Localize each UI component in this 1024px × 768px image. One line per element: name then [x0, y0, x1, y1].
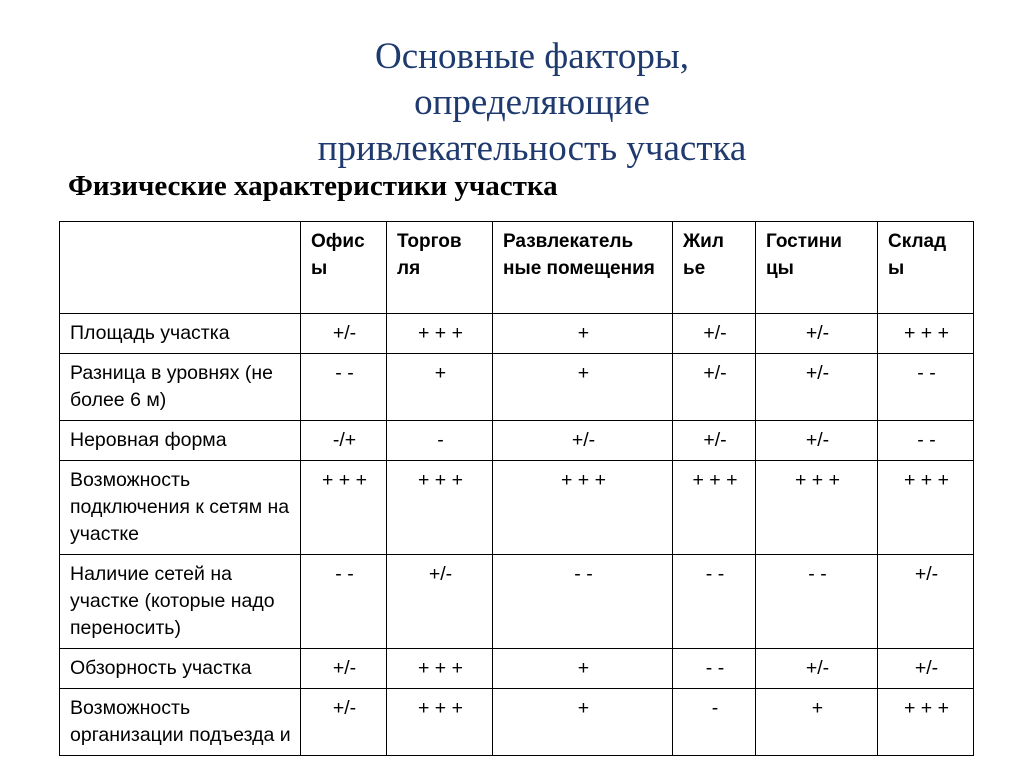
table-cell: + + +	[878, 689, 974, 756]
table-cell: +/-	[301, 649, 387, 689]
table-cell: +/-	[493, 421, 673, 461]
row-label: Площадь участка	[60, 314, 301, 354]
table-cell: - -	[673, 555, 756, 649]
table-cell: + + +	[493, 461, 673, 555]
slide-title	[0, 34, 1024, 172]
table-row	[60, 461, 974, 555]
table-cell: +	[493, 649, 673, 689]
row-label: Наличие сетей на участке (которые надо переносить)	[60, 555, 301, 649]
table-row	[60, 555, 974, 649]
title-line-1: Основные факторы,	[375, 36, 689, 77]
table-cell: + + +	[387, 649, 493, 689]
column-header-hotels: Гостини цы	[756, 222, 878, 314]
column-header-warehouses: Склад ы	[878, 222, 974, 314]
table-cell: -/+	[301, 421, 387, 461]
table-cell: + + +	[673, 461, 756, 555]
table-cell: +/-	[756, 421, 878, 461]
table-cell: + + +	[756, 461, 878, 555]
table-cell: +/-	[301, 689, 387, 756]
table-cell: +/-	[387, 555, 493, 649]
table-cell: +	[493, 354, 673, 421]
table-cell: -	[673, 689, 756, 756]
table-cell: - -	[301, 354, 387, 421]
table-row	[60, 689, 974, 756]
table-row	[60, 649, 974, 689]
table-cell: +/-	[756, 314, 878, 354]
table-cell: - -	[673, 649, 756, 689]
column-header-offices: Офис ы	[301, 222, 387, 314]
table-cell: + + +	[387, 314, 493, 354]
table-cell: +	[756, 689, 878, 756]
title-line-3: привлекательность участка	[317, 128, 747, 169]
table-cell: +/-	[756, 649, 878, 689]
row-label: Возможность организации подъезда и	[60, 689, 301, 756]
table-cell: - -	[878, 354, 974, 421]
row-label: Разница в уровнях (не более 6 м)	[60, 354, 301, 421]
table-cell: - -	[756, 555, 878, 649]
table-cell: + + +	[387, 689, 493, 756]
table-cell: + + +	[301, 461, 387, 555]
row-label: Обзорность участка	[60, 649, 301, 689]
table-cell: +	[493, 689, 673, 756]
column-header-housing: Жил ье	[673, 222, 756, 314]
title-line-2: определяющие	[414, 82, 650, 123]
table-cell: - -	[878, 421, 974, 461]
table-row	[60, 314, 974, 354]
table-cell: -	[387, 421, 493, 461]
table-cell: +/-	[756, 354, 878, 421]
table-cell: - -	[493, 555, 673, 649]
table-cell: + + +	[387, 461, 493, 555]
table-cell: +/-	[673, 421, 756, 461]
row-label: Неровная форма	[60, 421, 301, 461]
table-cell: +/-	[673, 354, 756, 421]
table-cell: - -	[301, 555, 387, 649]
factors-table	[59, 221, 974, 756]
table-row	[60, 354, 974, 421]
table-cell: +	[493, 314, 673, 354]
table-cell: +/-	[301, 314, 387, 354]
table-cell: +/-	[673, 314, 756, 354]
header-corner-cell	[60, 222, 301, 314]
table-cell: + + +	[878, 461, 974, 555]
section-subtitle: Физические характеристики участка	[68, 170, 558, 202]
column-header-retail: Торгов ля	[387, 222, 493, 314]
table-cell: +	[387, 354, 493, 421]
table-header-row	[60, 222, 974, 314]
table-cell: +/-	[878, 649, 974, 689]
table-row	[60, 421, 974, 461]
table-cell: + + +	[878, 314, 974, 354]
table-cell: +/-	[878, 555, 974, 649]
column-header-entertainment: Развлекатель ные помещения	[493, 222, 673, 314]
row-label: Возможность подключения к сетям на участке	[60, 461, 301, 555]
